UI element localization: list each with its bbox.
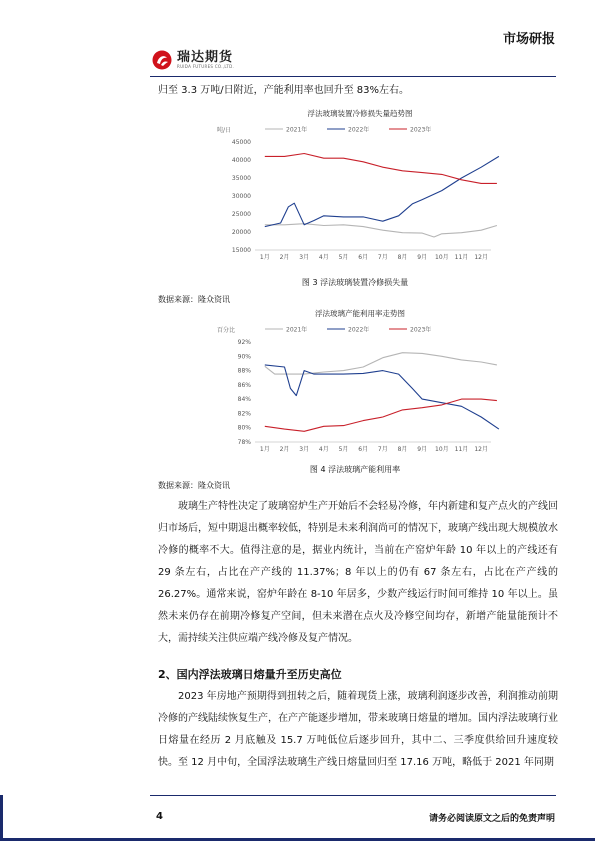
chart-cold-repair-loss xyxy=(215,106,505,266)
x-tick-label: 1月 xyxy=(259,446,270,453)
intro-paragraph: 归至 3.3 万吨/日附近，产能利用率也回升至 83%左右。 xyxy=(158,85,410,96)
x-tick-label: 6月 xyxy=(358,254,369,261)
x-tick-label: 3月 xyxy=(299,254,310,261)
y-axis-label: 吨/日 xyxy=(217,127,232,134)
legend-entry: 2021年 xyxy=(286,126,308,134)
y-tick-label: 45000 xyxy=(231,139,251,146)
section-2-heading: 2、国内浮法玻璃日熔量升至历史高位 xyxy=(158,668,342,681)
x-tick-label: 7月 xyxy=(377,254,388,261)
x-tick-label: 2月 xyxy=(279,254,290,261)
x-tick-label: 9月 xyxy=(417,446,428,453)
y-tick-label: 15000 xyxy=(231,247,251,254)
y-tick-label: 30000 xyxy=(231,193,251,200)
x-tick-label: 11月 xyxy=(454,446,469,453)
section-2-paragraph: 2023 年房地产预期得到扭转之后，随着现货上涨，玻璃利润逐步改善，利润推动前期冷修的产线陆续恢复生产，在产产能逐步增加，带来玻璃日熔量的增加。国内浮法玻璃行业日熔量在经历 2 月底触及 15.7 万吨低位后逐步回升，其中二、三季度供给回升速度较快。至 12 月中旬，全国浮法玻璃生产线日熔量回归至 17.16 万吨，略低于 2021 年同期 xyxy=(158,691,558,768)
logo-chinese-name: 瑞达期货 xyxy=(177,50,234,65)
x-tick-label: 11月 xyxy=(454,254,469,261)
x-tick-label: 1月 xyxy=(259,254,270,261)
x-tick-label: 5月 xyxy=(338,254,349,261)
page-frame-left xyxy=(0,795,3,841)
report-type-title: 市场研报 xyxy=(502,32,555,47)
figure-4-source: 数据来源：隆众资讯 xyxy=(158,481,230,490)
figure-4-caption: 图 4 浮法玻璃产能利用率 xyxy=(309,465,401,474)
y-tick-label: 80% xyxy=(237,424,251,432)
legend-entry: 2021年 xyxy=(286,326,308,334)
series-line-2023年 xyxy=(265,154,497,184)
page-number: 4 xyxy=(156,811,163,822)
legend-entry: 2022年 xyxy=(348,126,370,134)
y-tick-label: 25000 xyxy=(231,211,251,218)
header-divider xyxy=(150,76,556,77)
y-tick-label: 84% xyxy=(237,396,251,404)
y-tick-label: 35000 xyxy=(231,175,251,182)
x-tick-label: 6月 xyxy=(358,446,369,453)
x-tick-label: 8月 xyxy=(397,446,408,453)
series-line-2023年 xyxy=(265,399,497,431)
y-tick-label: 78% xyxy=(237,439,251,446)
chart-capacity-utilization xyxy=(215,306,505,458)
chart-title: 浮法玻璃产能利用率走势图 xyxy=(315,309,405,318)
x-tick-label: 5月 xyxy=(338,446,349,453)
company-logo xyxy=(152,50,234,70)
x-tick-label: 2月 xyxy=(279,446,290,453)
x-tick-label: 12月 xyxy=(474,254,488,261)
footer-divider xyxy=(150,795,556,796)
y-axis-label: 百分比 xyxy=(217,327,236,334)
y-tick-label: 82% xyxy=(237,410,251,418)
x-tick-label: 4月 xyxy=(318,446,329,453)
figure-3-caption: 图 3 浮法玻璃装置冷修损失量 xyxy=(301,278,409,287)
legend-entry: 2023年 xyxy=(410,126,432,134)
y-tick-label: 40000 xyxy=(231,157,251,164)
x-tick-label: 10月 xyxy=(435,446,449,453)
x-tick-label: 7月 xyxy=(377,446,388,453)
logo-english-name: RUIDA FUTURES CO.,LTD. xyxy=(177,64,235,69)
x-tick-label: 10月 xyxy=(435,254,449,261)
legend-entry: 2023年 xyxy=(410,326,432,334)
x-tick-label: 4月 xyxy=(318,254,329,261)
y-tick-label: 92% xyxy=(237,339,251,346)
figure-3-source: 数据来源：隆众资讯 xyxy=(158,295,230,304)
series-line-2021年 xyxy=(265,224,497,237)
y-tick-label: 90% xyxy=(237,353,251,361)
disclaimer-text: 请务必阅读原文之后的免责声明 xyxy=(428,814,555,824)
x-tick-label: 12月 xyxy=(474,446,488,453)
ruida-logo-icon xyxy=(152,50,172,70)
body-paragraph-1: 玻璃生产特性决定了玻璃窑炉生产开始后不会轻易冷修，年内新建和复产点火的产线回归市场后，短中期退出概率较低，特别是未来利润尚可的情况下，玻璃产线出现大规模放水冷修的概率不大。值得注意的是，据业内统计，当前在产窑炉年龄 10 年以上的产线还有 29 条左右，占比在产产线的 11.37%；8 年以上的仍有 67 条左右，占比在产产线的26.27%。通常来说，窑炉年龄在 8-10 年居多，少数产线运行时间可维持 10 年以上。虽然未来仍存在前期冷修复产空间，但未来潜在点火及冷修空间均存，新增产能量能预计不大，需持续关注供应端产线冷修及复产情况。 xyxy=(158,501,558,644)
chart-title: 浮法玻璃装置冷修损失量趋势图 xyxy=(307,109,413,118)
y-tick-label: 86% xyxy=(237,381,251,389)
x-tick-label: 8月 xyxy=(397,254,408,261)
y-tick-label: 20000 xyxy=(231,229,251,236)
y-tick-label: 88% xyxy=(237,367,251,375)
legend-entry: 2022年 xyxy=(348,326,370,334)
x-tick-label: 3月 xyxy=(299,446,310,453)
x-tick-label: 9月 xyxy=(417,254,428,261)
